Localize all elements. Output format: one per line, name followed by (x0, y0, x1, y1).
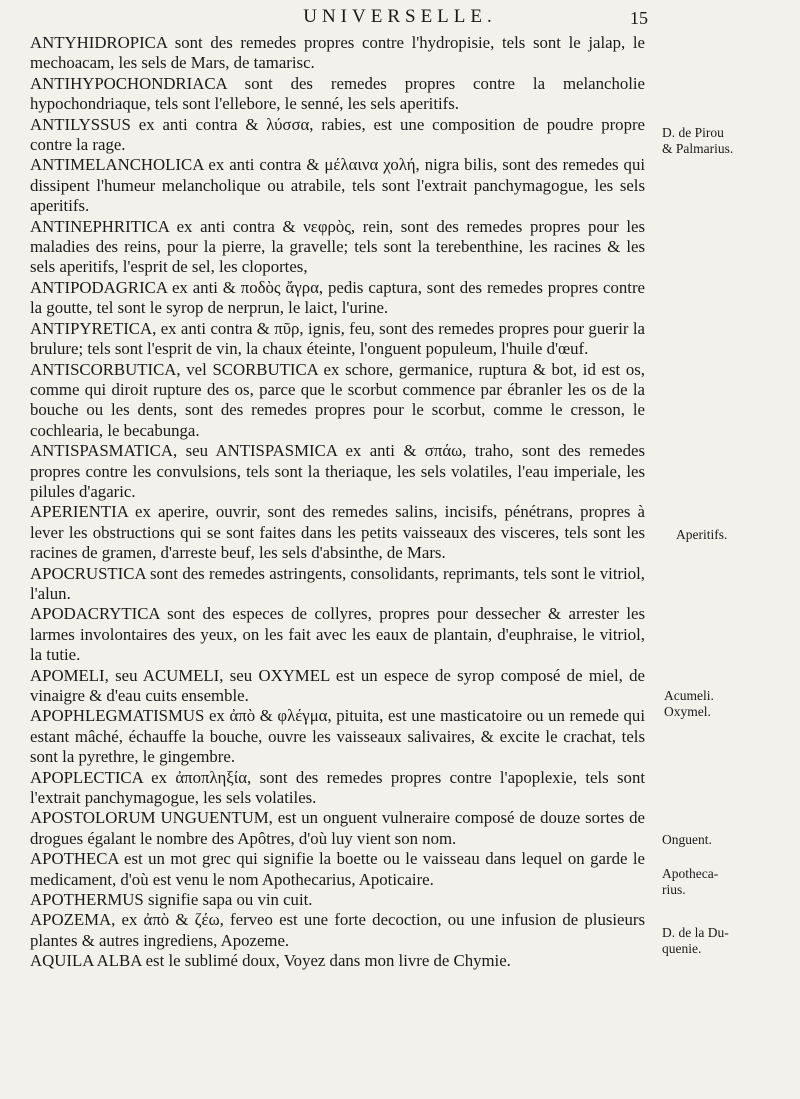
entry-antyhidropica: ANTYHIDROPICA sont des remedes propres contre l'hydropisie, tels sont le jalap, le mechoacam, les sels de Mars, de tamarisc. (30, 33, 645, 73)
margin-note-aperitifs: Aperitifs. (676, 527, 728, 542)
margin-note-pirou: D. de Pirou & Palmarius. (662, 125, 734, 156)
margin-note-acumeli: Acumeli. Oxymel. (664, 688, 714, 719)
margin-note-duquenie: D. de la Du- quenie. (662, 925, 729, 956)
entry-apomeli: APOMELI, seu ACUMELI, seu OXYMEL est un espece de syrop composé de miel, de vinaigre & d'eau cuits ensemble. (30, 665, 645, 705)
entry-antinephritica: ANTINEPHRITICA ex anti contra & νεφρὸς, rein, sont des remedes propres pour les maladies des reins, pour la pierre, la gravelle; tels sont la terebenthine, les racines & les sels aperitifs, l'esprit de sel, les cloportes, (30, 216, 645, 277)
entry-apophlegmatismus: APOPHLEGMATISMUS ex ἀπὸ & φλέγμα, pituita, est une masticatoire ou un remede qui estant mâché, échauffe la bouche, ouvre les vaisseaux salivaires, & excite le crachat, tels sont la pyrethre, le gingembre. (30, 706, 645, 767)
page-number: 15 (630, 8, 648, 28)
entry-antiscorbutica: ANTISCORBUTICA, vel SCORBUTICA ex schore, germanice, ruptura & bot, id est os, comme qui diroit rupture des os, parce que le scorbut commence par ébranler les os de la bouche ou les dents, sont des remedes propres pour le scorbut, comme le cresson, le cochlearia, le becabunga. (30, 359, 645, 440)
entry-antispasmatica: ANTISPASMATICA, seu ANTISPASMICA ex anti & σπάω, traho, sont des remedes propres contre les convulsions, tels sont la theriaque, les sels volatiles, l'eau imperiale, les pilules d'agaric. (30, 441, 645, 501)
entry-antipyretica: ANTIPYRETICA, ex anti contra & πῦρ, ignis, feu, sont des remedes propres pour guerir la brulure; tels sont l'esprit de vin, la chaux éteinte, l'onguent populeum, l'huile d'œuf. (30, 318, 645, 359)
running-title: UNIVERSELLE. (303, 6, 497, 27)
entry-apothermus: APOTHERMUS signifie sapa ou vin cuit. (30, 890, 313, 910)
margin-note-apothecarius: Apotheca- rius. (662, 866, 719, 897)
entry-antimelancholica: ANTIMELANCHOLICA ex anti contra & μέλαινα χολή, nigra bilis, sont des remedes qui dissipent l'humeur melancholique ou atrabile, tels sont l'extrait panchymagogue, les sels aperitifs. (30, 155, 645, 216)
entry-apotheca: APOTHECA est un mot grec qui signifie la boette ou le vaisseau dans lequel on garde le medicament, d'où est venu le nom Apothecarius, Apoticaire. (30, 849, 645, 889)
entry-apocrustica: APOCRUSTICA sont des remedes astringents, consolidants, reprimants, tels sont le vitriol, l'alun. (30, 563, 645, 603)
entry-apodacrytica: APODACRYTICA sont des especes de collyres, propres pour dessecher & arrester les larmes involontaires des yeux, on les fait avec les eaux de plantain, d'euphraise, le vitriol, la tutie. (30, 604, 645, 665)
entry-apozema: APOZEMA, ex ἀπὸ & ζέω, ferveo est une forte decoction, ou une infusion de plusieurs plantes & autres ingrediens, Apozeme. (30, 910, 645, 950)
entry-antilyssus: ANTILYSSUS ex anti contra & λύσσα, rabies, est une composition de poudre propre contre la rage. (30, 114, 645, 155)
dictionary-body (30, 33, 645, 972)
entry-apostolorum-unguentum: APOSTOLORUM UNGUENTUM, est un onguent vulneraire composé de douze sortes de drogues égalant le nombre des Apôtres, d'où luy vient son nom. (30, 808, 645, 848)
entry-aperientia: APERIENTIA ex aperire, ouvrir, sont des remedes salins, incisifs, pénétrans, propres à lever les obstructions qui se sont faites dans les petits vaisseaux des visceres, tels sont les racines de gramen, d'arreste beuf, les sels d'absinthe, de Mars. (30, 502, 645, 563)
entry-apoplectica: APOPLECTICA ex ἀποπληξία, sont des remedes propres contre l'apoplexie, tels sont l'extrait panchymagogue, les sels volatiles. (30, 767, 645, 808)
entry-antipodagrica: ANTIPODAGRICA ex anti & ποδὸς ἄγρα, pedis captura, sont des remedes propres contre la goutte, tel sont le syrop de nerprun, le laict, l'urine. (30, 277, 645, 318)
entry-antihypochondriaca: ANTIHYPOCHONDRIACA sont des remedes propres contre la melancholie hypochondriaque, tels sont l'ellebore, le senné, les sels aperitifs. (30, 73, 645, 114)
page-header (0, 6, 800, 36)
margin-note-onguent: Onguent. (662, 832, 712, 847)
entry-aquila-alba: AQUILA ALBA est le sublimé doux, Voyez dans mon livre de Chymie. (30, 951, 511, 971)
